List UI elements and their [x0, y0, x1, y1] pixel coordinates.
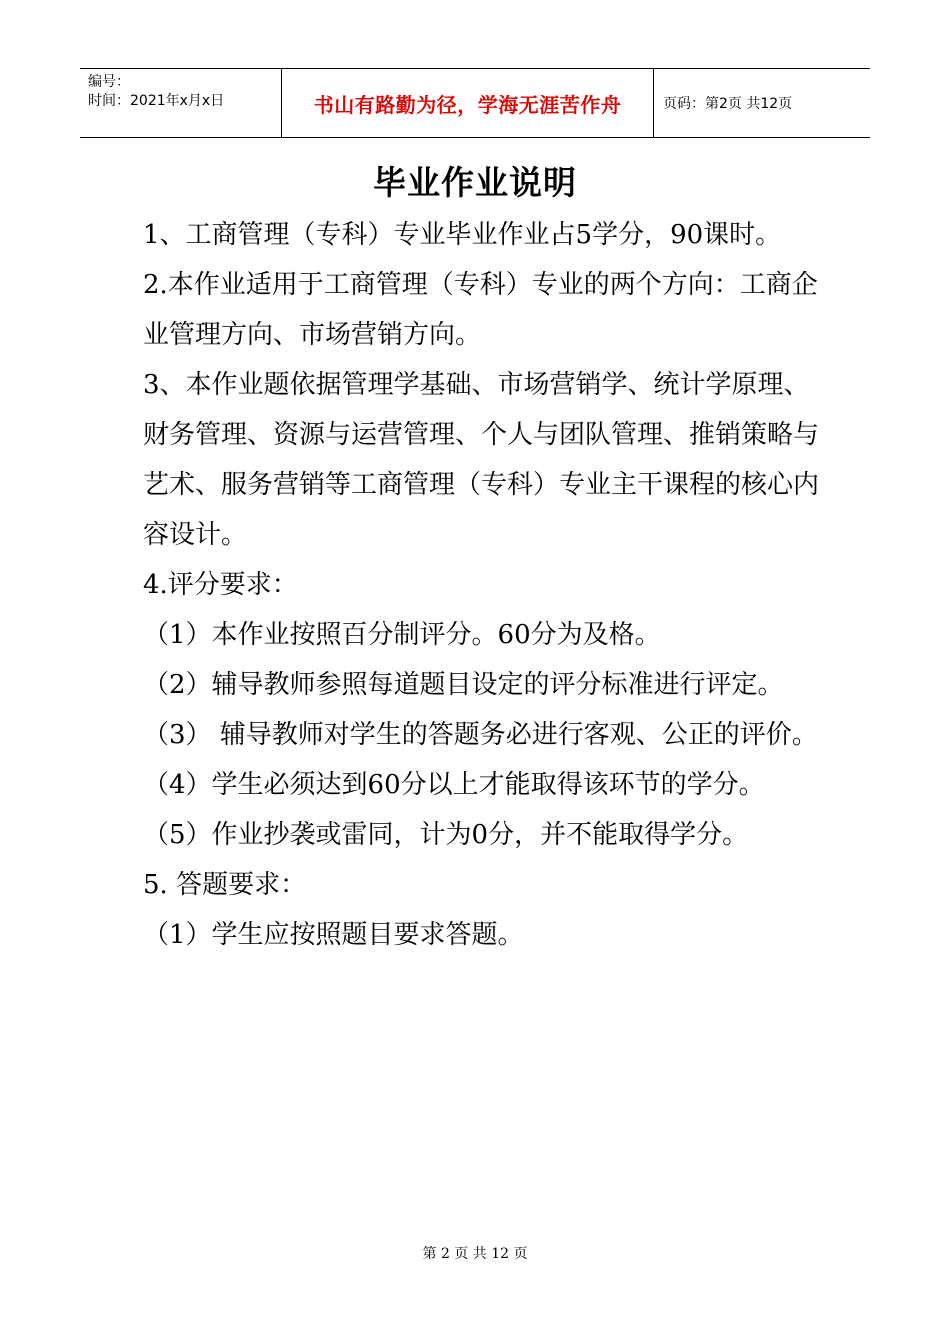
- header-motto: 书山有路勤为径，学海无涯苦作舟: [281, 69, 654, 137]
- paragraph-2: 2.本作业适用于工商管理（专科）专业的两个方向：工商企业管理方向、市场营销方向。: [143, 270, 818, 350]
- header-meta: [80, 69, 281, 137]
- header-page-info: 页码：第2页 共12页: [663, 96, 793, 112]
- header-date: 时间：2021年x月x日: [88, 93, 225, 109]
- paragraph-4: 4.评分要求：: [143, 570, 298, 600]
- paragraph-7: （3） 辅导教师对学生的答题务必进行客观、公正的评价。: [143, 720, 818, 750]
- paragraph-3: 3、本作业题依据管理学基础、市场营销学、统计学原理、财务管理、资源与运营管理、个人与团队管理、推销策略与艺术、服务营销等工商管理（专科）专业主干课程的核心内容设计。: [143, 370, 820, 550]
- page-header: [80, 68, 870, 138]
- paragraph-9: （5）作业抄袭或雷同，计为0分，并不能取得学分。: [143, 820, 749, 850]
- document-body: [143, 210, 833, 960]
- paragraph-10: 5. 答题要求：: [143, 870, 307, 900]
- document-title: 毕业作业说明: [373, 163, 577, 202]
- paragraph-11: （1）学生应按照题目要求答题。: [143, 920, 524, 950]
- paragraph-6: （2）辅导教师参照每道题目设定的评分标准进行评定。: [143, 670, 784, 700]
- header-number-label: 编号：: [88, 74, 130, 90]
- paragraph-8: （4）学生必须达到60分以上才能取得该环节的学分。: [143, 770, 765, 800]
- paragraph-1: 1、工商管理（专科）专业毕业作业占5学分，90课时。: [143, 220, 782, 250]
- paragraph-5: （1）本作业按照百分制评分。60分为及格。: [143, 620, 661, 650]
- page-footer: 第 2 页 共 12 页: [422, 1246, 528, 1262]
